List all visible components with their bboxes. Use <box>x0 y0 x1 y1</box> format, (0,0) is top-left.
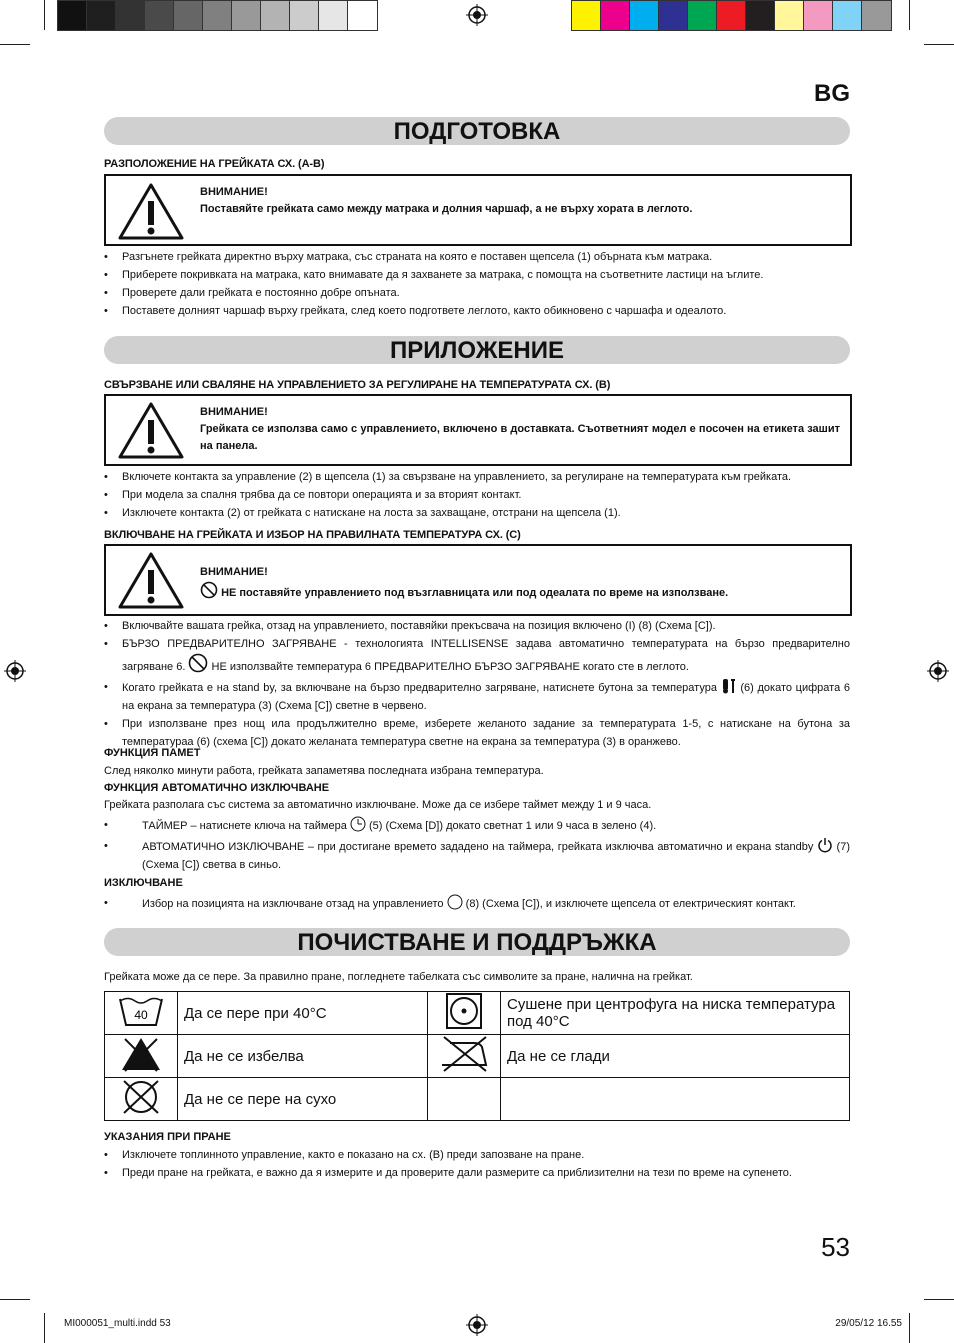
footer-date: 29/05/12 16.55 <box>835 1318 902 1329</box>
do-not-bleach-icon <box>119 1035 163 1073</box>
warning-title: ВНИМАНИЕ! <box>200 406 268 418</box>
crop-mark <box>909 1313 910 1343</box>
temperature-button-icon <box>721 678 737 694</box>
color-swatch <box>58 1 87 30</box>
care-icon-cell-empty <box>428 1078 501 1121</box>
care-icon-cell <box>428 992 501 1035</box>
color-swatch <box>659 1 688 30</box>
care-label: Да не се избелва <box>178 1035 428 1078</box>
section-title-prep: ПОДГОТОВКА <box>104 117 850 145</box>
prohibited-icon <box>200 581 218 599</box>
svg-text:40: 40 <box>134 1008 148 1022</box>
bullet-list-connect: • Включете контакта за управление (2) в щепсела (1) за свързване на управлението, за регулиране на температурата към грейката. • При модела за спалня трябва да се повтори операцията и за вторият контакт. • Изключете контакта (2) от грейката с натискане на лоста за захващане, отстрани на щепсела (1). <box>104 468 850 522</box>
warning-title: ВНИМАНИЕ! <box>200 186 268 198</box>
color-swatch <box>290 1 319 30</box>
warning-box <box>104 174 852 246</box>
color-swatch <box>261 1 290 30</box>
color-swatch <box>862 1 891 30</box>
auto-off-text: Грейката разполага със система за автоматично изключване. Може да се избере таймет между 1 и 9 часа. <box>104 799 652 811</box>
bullet-list-timer: • ТАЙМЕР – натиснете ключа на таймера (5) (Схема [D]) докато светнат 1 или 9 часа в зелено (4). • АВТОМАТИЧНО ИЗКЛЮЧВАНЕ – при достигане времето зададено на таймера, грейката изключва автоматично и екрана standby (7) (Схема [C]) светва в синьо. <box>104 816 850 874</box>
warning-text: Грейката се използва само с управлението, включено в доставката. Съответният модел е посочен на етикета зашит на панела. <box>200 423 840 452</box>
tumble-dry-low-icon <box>444 992 484 1030</box>
list-item: Приберете покривката на матрака, като внимавате да я захванете за матрака, с помощта на съответните ластици на ъглите. <box>122 269 764 281</box>
registration-mark-icon <box>466 4 488 26</box>
color-swatch <box>87 1 116 30</box>
care-icon-cell <box>105 992 178 1035</box>
list-item: Включете контакта за управление (2) в щепсела (1) за свързване на управлението, за регулиране на температурата към грейката. <box>122 471 792 483</box>
color-swatch <box>116 1 145 30</box>
wash-40-icon <box>116 993 166 1029</box>
color-swatch <box>319 1 348 30</box>
warning-triangle-icon <box>116 181 186 241</box>
bullet-list-prep: • Разгънете грейката директно върху матрака, със страната на която е поставен щепсела (1) обърната към матрака. • Приберете покривката на матрака, като внимавате да я захванете за матрака, с помощта на съответните ластици на ъглите. • Проверете дали грейката е постоянно добре опъната. • Поставете долният чаршаф върху грейката, след което подгответе леглото, както обикновено с чаршафа и одеалото. <box>104 248 850 320</box>
care-label: Да не се пере на сухо <box>178 1078 428 1121</box>
crop-mark <box>924 1299 954 1300</box>
list-item: При модела за спалня трябва да се повтори операцията и за вторият контакт. <box>122 489 522 501</box>
warning-triangle-icon <box>116 550 186 610</box>
care-label-empty <box>501 1078 850 1121</box>
warning-title: ВНИМАНИЕ! <box>200 566 268 578</box>
list-item: Изключете топлинното управление, както е показано на сх. (B) преди запозване на пране. <box>122 1149 585 1161</box>
care-label: Да не се глади <box>501 1035 850 1078</box>
prohibited-icon <box>188 653 208 673</box>
crop-mark <box>0 44 30 45</box>
color-swatch <box>833 1 862 30</box>
care-icon-cell <box>105 1078 178 1121</box>
color-swatch <box>601 1 630 30</box>
care-symbols-table <box>104 991 850 1121</box>
color-swatch <box>174 1 203 30</box>
memory-title: ФУНКЦИЯ ПАМЕТ <box>104 747 201 759</box>
crop-mark <box>909 0 910 30</box>
color-swatch <box>145 1 174 30</box>
language-code: BG <box>814 80 850 107</box>
color-swatch <box>804 1 833 30</box>
timer-icon <box>350 816 366 832</box>
list-item: Преди пране на грейката, е важно да я измерите и да проверите дали размерите са приблизителни на тези по време на супенето. <box>122 1167 792 1179</box>
color-swatch <box>630 1 659 30</box>
color-swatch <box>775 1 804 30</box>
bullet-list-washing: • Изключете топлинното управление, както е показано на сх. (B) преди запозване на пране. • Преди пране на грейката, е важно да я измерите и да проверите дали размерите са приблизителни на тези по време на супенето. <box>104 1146 850 1182</box>
list-item: Поставете долният чаршаф върху грейката, след което подгответе леглото, както обикновено с чаршафа и одеалото. <box>122 305 727 317</box>
registration-mark-icon <box>4 660 26 682</box>
washing-instructions-title: УКАЗАНИЯ ПРИ ПРАНЕ <box>104 1131 231 1143</box>
care-icon-cell <box>428 1035 501 1078</box>
list-item: Когато грейката е на stand by, за включване на бързо предварително загряване, натиснете бутона за температура (6) докато цифрата 6 на екрана за температура (3) (Схема [C]) светне в червено. <box>122 678 850 715</box>
color-swatch <box>232 1 261 30</box>
color-swatch <box>688 1 717 30</box>
care-icon-cell <box>105 1035 178 1078</box>
list-item: Включвайте вашата грейка, отзад на управлението, поставяйки прекъсвача на позиция включено (I) (8) (Схема [C]). <box>122 620 716 632</box>
list-item: При използване през нощ ила продължително време, изберете желаното задание за температурата 1-5, с натискане на бутона за температураа (6) (схема [C]) докато желаната температура светне на екрана за температура (3) в оранжево. <box>122 718 850 748</box>
care-label: Да се пере при 40°C <box>178 992 428 1035</box>
list-item: Разгънете грейката директно върху матрака, със страната на която е поставен щепсела (1) обърната към матрака. <box>122 251 713 263</box>
section-title-app: ПРИЛОЖЕНИЕ <box>104 336 850 364</box>
cleaning-intro: Грейката може да се пере. За правилно пране, погледнете табелката със символите за пране, налична на грейкат. <box>104 971 693 983</box>
registration-mark-icon <box>466 1314 488 1336</box>
care-label: Сушене при центрофуга на ниска температура под 40°C <box>501 992 850 1035</box>
crop-mark <box>44 1313 45 1343</box>
page-number: 53 <box>821 1232 850 1262</box>
registration-mark-icon <box>927 660 949 682</box>
warning-text: Поставяйте грейката само между матрака и долния чаршаф, а не върху хората в леглото. <box>200 203 693 215</box>
color-swatch <box>717 1 746 30</box>
grayscale-bar <box>57 0 378 31</box>
memory-text: След няколко минути работа, грейката запаметява последната избрана температура. <box>104 765 544 777</box>
auto-off-title: ФУНКЦИЯ АВТОМАТИЧНО ИЗКЛЮЧВАНЕ <box>104 782 330 794</box>
list-item: Проверете дали грейката е постоянно добре опъната. <box>122 287 400 299</box>
warning-box <box>104 544 852 616</box>
color-bar <box>571 0 892 31</box>
crop-mark <box>924 44 954 45</box>
warning-box <box>104 394 852 466</box>
color-swatch <box>203 1 232 30</box>
bullet-list-switch-off: • Избор на позицията на изключване отзад на управлението (8) (Схема [C]), и изключете щепсела от електрическият контакт. <box>104 894 850 913</box>
list-item: БЪРЗО ПРЕДВАРИТЕЛНО ЗАГРЯВАНЕ - технологията INTELLISENSE задава автоматично температурата на бързо предварително загряване 6. НЕ използвайте температура 6 ПРЕДВАРИТЕЛНО БЪРЗО ЗАГРЯВАНЕ когато сте в леглото. <box>122 638 850 673</box>
bullet-list-switch-on: • Включвайте вашата грейка, отзад на управлението, поставяйки прекъсвача на позиция включено (I) (8) (Схема [C]). • БЪРЗО ПРЕДВАРИТЕЛНО ЗАГРЯВАНЕ - технологията INTELLISENSE задава автоматично температурата на бързо предварително загряване 6. НЕ използвайте температура 6 ПРЕДВАРИТЕЛНО БЪРЗО ЗАГРЯВАНЕ когато сте в леглото. • Когато грейката е на stand by, за включване на бързо предварително загряване, натиснете бутона за температура (6) докато цифрата 6 на екрана за температура (3) (Схема [C]) светне в червено. • При използване през нощ ила продължително време, изберете желаното задание за температурата 1-5, с натискане на бутона за температураа (6) (схема [C]) докато желаната температура светне на екрана за температура (3) в оранжево. <box>104 617 850 751</box>
do-not-dry-clean-icon <box>119 1078 163 1116</box>
off-switch-icon <box>447 894 463 910</box>
list-item: АВТОМАТИЧНО ИЗКЛЮЧВАНЕ – при достигане времето зададено на таймера, грейката изключва автоматично и екрана standby (7) (Схема [C]) светва в синьо. <box>142 837 850 874</box>
footer-filename: MI000051_multi.indd 53 <box>64 1318 171 1329</box>
list-item: Избор на позицията на изключване отзад на управлението (8) (Схема [C]), и изключете щепсела от електрическият контакт. <box>142 894 850 913</box>
section-title-cleaning: ПОЧИСТВАНЕ И ПОДДРЪЖКА <box>104 928 850 956</box>
subheading-switch-on: ВКЛЮЧВАНЕ НА ГРЕЙКАТА И ИЗБОР НА ПРАВИЛНАТА ТЕМПЕРАТУРА СХ. (C) <box>104 529 521 541</box>
warning-text: НЕ поставяйте управлението под възглавницата или под одеалата по време на използване. <box>221 587 729 599</box>
subheading-connect: СВЪРЗВАНЕ ИЛИ СВАЛЯНЕ НА УПРАВЛЕНИЕТО ЗА РЕГУЛИРАНЕ НА ТЕМПЕРАТУРАТА СХ. (B) <box>104 379 611 391</box>
warning-triangle-icon <box>116 400 186 460</box>
color-swatch <box>348 1 377 30</box>
subheading-placement: РАЗПОЛОЖЕНИЕ НА ГРЕЙКАТА СХ. (A-B) <box>104 158 325 170</box>
switch-off-title: ИЗКЛЮЧВАНЕ <box>104 877 183 889</box>
color-swatch <box>746 1 775 30</box>
crop-mark <box>44 0 45 30</box>
color-swatch <box>572 1 601 30</box>
crop-mark <box>0 1299 30 1300</box>
list-item: ТАЙМЕР – натиснете ключа на таймера (5) (Схема [D]) докато светнат 1 или 9 часа в зелено (4). <box>142 816 850 835</box>
do-not-iron-icon <box>436 1035 492 1073</box>
list-item: Изключете контакта (2) от грейката с натискане на лоста за захващане, отстрани на щепсела (1). <box>122 507 621 519</box>
standby-power-icon <box>817 837 833 853</box>
